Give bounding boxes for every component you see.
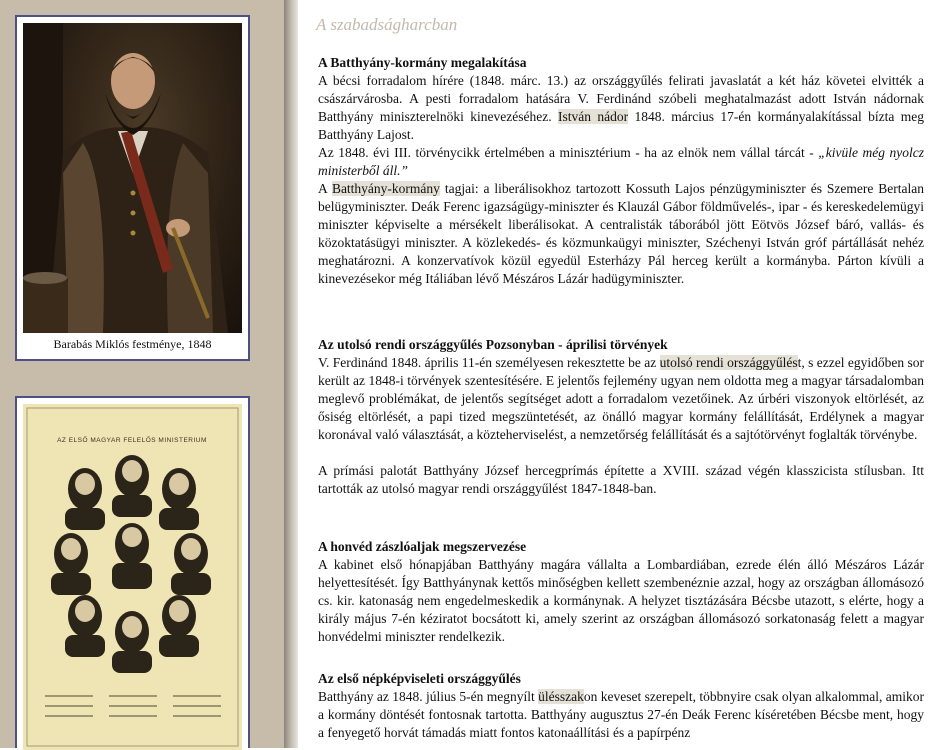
portrait-caption: Barabás Miklós festménye, 1848 <box>53 337 212 351</box>
section-heading: Az első népképviseleti országgyűlés <box>318 671 521 686</box>
section-paragraph: A prímási palotát Batthyány József hercegprímás építette a XVIII. század végén klasszicista stílusban. Itt tartották az utolsó magyar rendi országgyűlést 1847-1848-ban. <box>318 463 924 496</box>
paragraph-text: Batthyány az 1848. július 5-én megnyílt <box>318 689 539 704</box>
section-heading: A Batthyány-kormány megalakítása <box>318 55 527 70</box>
ministry-title: AZ ELSŐ MAGYAR FELELŐS MINISTERIUM <box>57 437 207 444</box>
section-first-parliament <box>318 670 924 742</box>
portrait-painting <box>23 23 242 333</box>
paragraph-text: A bécsi forradalom hírére (1848. márc. 13.) az országgyűlés felirati javaslatát a két ház követei elvitték a császárvárosba. A pesti forradalom hatására V. Ferdinánd szóbeli meghatalmazást adott István nádornak Batthyány miniszterelnöki kinevezéséhez. <box>318 73 924 124</box>
first-ministry-engraving <box>23 404 242 750</box>
paragraph-text: on keveset szerepelt, többnyire csak olyan alkalommal, amikor a kormány döntését fontosnak tartotta. Batthyány augusztus 27-én Deák Ferenc kíséretében Bécsbe ment, hogy a fenyegető horvát támadás miatt fontos katonaállítási és a papírpénz <box>318 689 925 740</box>
section-paragraph <box>318 144 924 180</box>
section-batthyany-government <box>318 54 924 288</box>
paragraph-text: 1848. március 17-én kormányalakítással bízta meg Batthyány Lajost. <box>318 109 925 142</box>
law-quote: „kivüle még nyolcz ministerből áll.” <box>318 145 925 178</box>
portrait-frame <box>15 15 250 361</box>
section-heading: A honvéd zászlóaljak megszervezése <box>318 539 527 554</box>
ministry-frame <box>15 396 250 748</box>
link-ulesszak[interactable]: ülésszak <box>538 689 584 704</box>
paragraph-text: tagjai: a liberálisokhoz tartozott Kossuth Lajos pénzügyminiszter és Szemere Bertalan belügyminiszter. Deák Ferenc igazságügy-miniszter és Klauzál Gábor földművelés-, ipar - és kereskedelemügyi miniszter képviselte a mérsékelt liberálisokat. A centralisták táborából jött Eötvös József báró, vallás- és közoktatásügyi miniszter. A közlekedés- és közmunkaügyi miniszter, Széchenyi István gróf pártállását nehéz meghatározni. A konzervatívok közül egyedül Esterházy Pál herceg került a kormányba. Párton kívüli a kinevezésekor még Itáliában lévő Mészáros Lázár hadügyminiszter. <box>318 181 924 286</box>
section-paragraph: A kabinet első hónapjában Batthyány magára vállalta a Lombardiában, ezrede élén álló Mészáros Lázár helyettesítését. Így Batthyánynak kettős minőségben kellett szembenéznie azzal, hogy az országban állomásozó cs. kir. katonaság nem engedelmeskedik a kormánynak. A helyzet tisztázására Bécsbe utazott, s elérte, hogy a király május 7-én kéziratot bocsátott ki, amely szerint az országban állomásozó sorkatonaság felett a magyar honvédelmi miniszter rendelkezik. <box>318 557 924 644</box>
section-paragraph <box>318 354 924 444</box>
link-batthyany-kormany[interactable]: Batthyány-kormány <box>331 181 440 196</box>
batthyany-portrait-image <box>23 23 242 333</box>
ministry-engraving <box>23 404 242 750</box>
section-honved-battalions <box>318 538 924 646</box>
section-paragraph <box>318 72 924 144</box>
paragraph-text: V. Ferdinánd 1848. április 11-én személyesen rekesztette be az <box>318 355 660 370</box>
section-heading: Az utolsó rendi országgyűlés Pozsonyban - áprilisi törvények <box>318 337 668 352</box>
link-utolso-rendi-orszaggyules[interactable]: utolsó rendi országgyűlés <box>659 355 798 370</box>
paragraph-text: t, s ezzel egyidőben sor került az 1848-i törvények szentesítésére. E jelentős fejlemény ugyan nem oldotta meg a magyar társadalomban meglevő problémákat, de jelentős segítséget adott a forradalom vezetőinek. Az úrbéri viszonyok eltörlését, az ősiség eltörlését, a papi tized megszüntetését, az önálló magyar kormány felállítását, Erdélynek a magyar koronával való választását, a közteherviselést, a nemzetőrség felállítását és a sajtótörvényt foglalták törvénybe. <box>318 355 924 442</box>
page-title: A szabadságharcban <box>316 15 458 34</box>
link-istvan-nador[interactable]: István nádor <box>557 109 629 124</box>
main-content <box>316 0 926 748</box>
section-paragraph <box>318 688 924 742</box>
section-paragraph <box>318 180 924 288</box>
paragraph-text: A <box>318 181 332 196</box>
paragraph-text: Az 1848. évi III. törvénycikk értelmében a minisztérium - ha az elnök nem vállal tárcát - <box>318 145 819 160</box>
section-last-diet-pozsony <box>318 336 924 498</box>
sidebar-shadow <box>284 0 298 748</box>
